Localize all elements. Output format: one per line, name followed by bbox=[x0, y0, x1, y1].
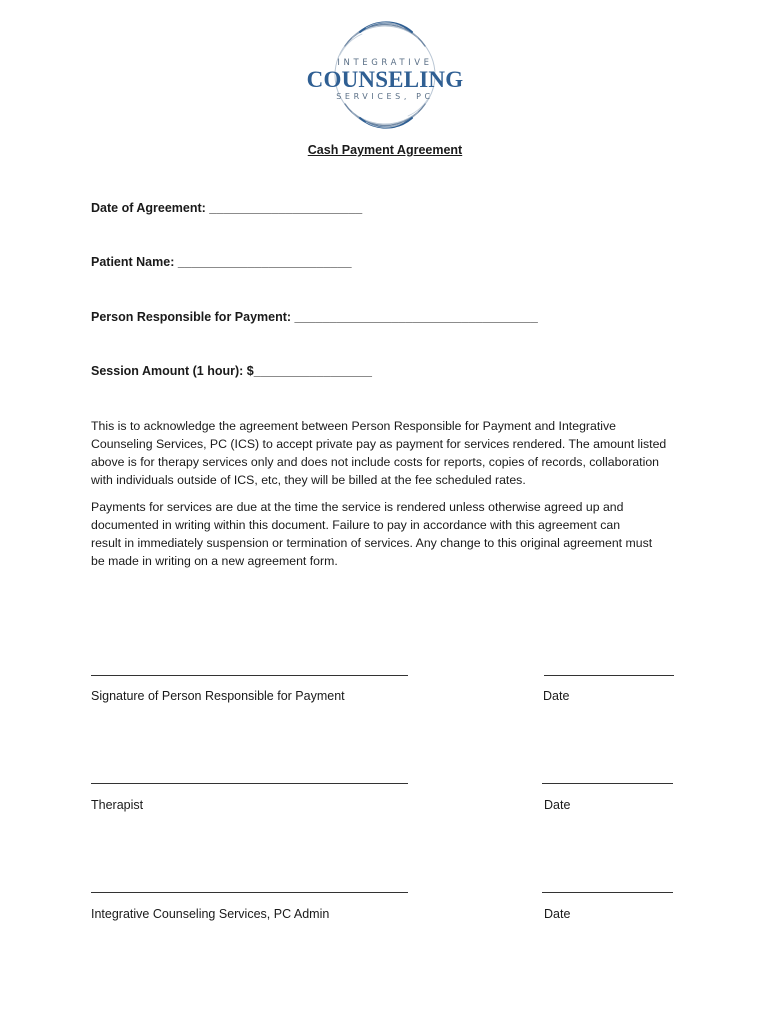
person-responsible-field[interactable]: Person Responsible for Payment: ___________________________________ bbox=[91, 310, 538, 324]
paragraph-line: This is to acknowledge the agreement between Person Responsible for Payment and Integrative bbox=[91, 419, 616, 433]
paragraph-line: result in immediately suspension or termination of services. Any change to this original agreement must bbox=[91, 536, 653, 550]
responsible-date-label: Date bbox=[543, 689, 570, 703]
admin-date-line[interactable] bbox=[542, 892, 673, 893]
admin-signature-label: Integrative Counseling Services, PC Admin bbox=[91, 907, 330, 921]
paragraph-line: Payments for services are due at the time the service is rendered unless otherwise agreed up and bbox=[91, 500, 624, 514]
paragraph-line: be made in writing on a new agreement form. bbox=[91, 554, 338, 568]
document-title: Cash Payment Agreement bbox=[307, 143, 463, 157]
logo-text-counseling: COUNSELING bbox=[306, 67, 464, 92]
logo-text-services: SERVICES, PC bbox=[336, 92, 434, 101]
paragraph-line: above is for therapy services only and does not include costs for reports, copies of records, collaboration bbox=[91, 455, 660, 469]
acknowledgement-paragraph bbox=[91, 417, 687, 489]
paragraph-line: Counseling Services, PC (ICS) to accept private pay as payment for services rendered. The amount listed bbox=[91, 437, 667, 451]
paragraph-line: documented in writing within this document. Failure to pay in accordance with this agreement can bbox=[91, 518, 621, 532]
responsible-signature-label: Signature of Person Responsible for Payment bbox=[91, 689, 345, 703]
therapist-signature-label: Therapist bbox=[91, 798, 144, 812]
admin-date-label: Date bbox=[544, 907, 571, 921]
responsible-date-line[interactable] bbox=[544, 675, 674, 676]
logo-text-integrative: INTEGRATIVE bbox=[337, 58, 433, 68]
therapist-date-line[interactable] bbox=[542, 783, 673, 784]
payment-terms-paragraph bbox=[91, 498, 687, 570]
responsible-signature-line[interactable] bbox=[91, 675, 408, 676]
therapist-date-label: Date bbox=[544, 798, 571, 812]
therapist-signature-line[interactable] bbox=[91, 783, 408, 784]
company-logo bbox=[300, 20, 470, 130]
admin-signature-line[interactable] bbox=[91, 892, 408, 893]
paragraph-line: with individuals outside of ICS, etc, they will be billed at the fee scheduled rates. bbox=[91, 473, 526, 487]
date-of-agreement-field[interactable]: Date of Agreement: ______________________ bbox=[91, 201, 363, 215]
patient-name-field[interactable]: Patient Name: _________________________ bbox=[91, 255, 352, 269]
session-amount-field[interactable]: Session Amount (1 hour): $_________________ bbox=[91, 364, 372, 378]
